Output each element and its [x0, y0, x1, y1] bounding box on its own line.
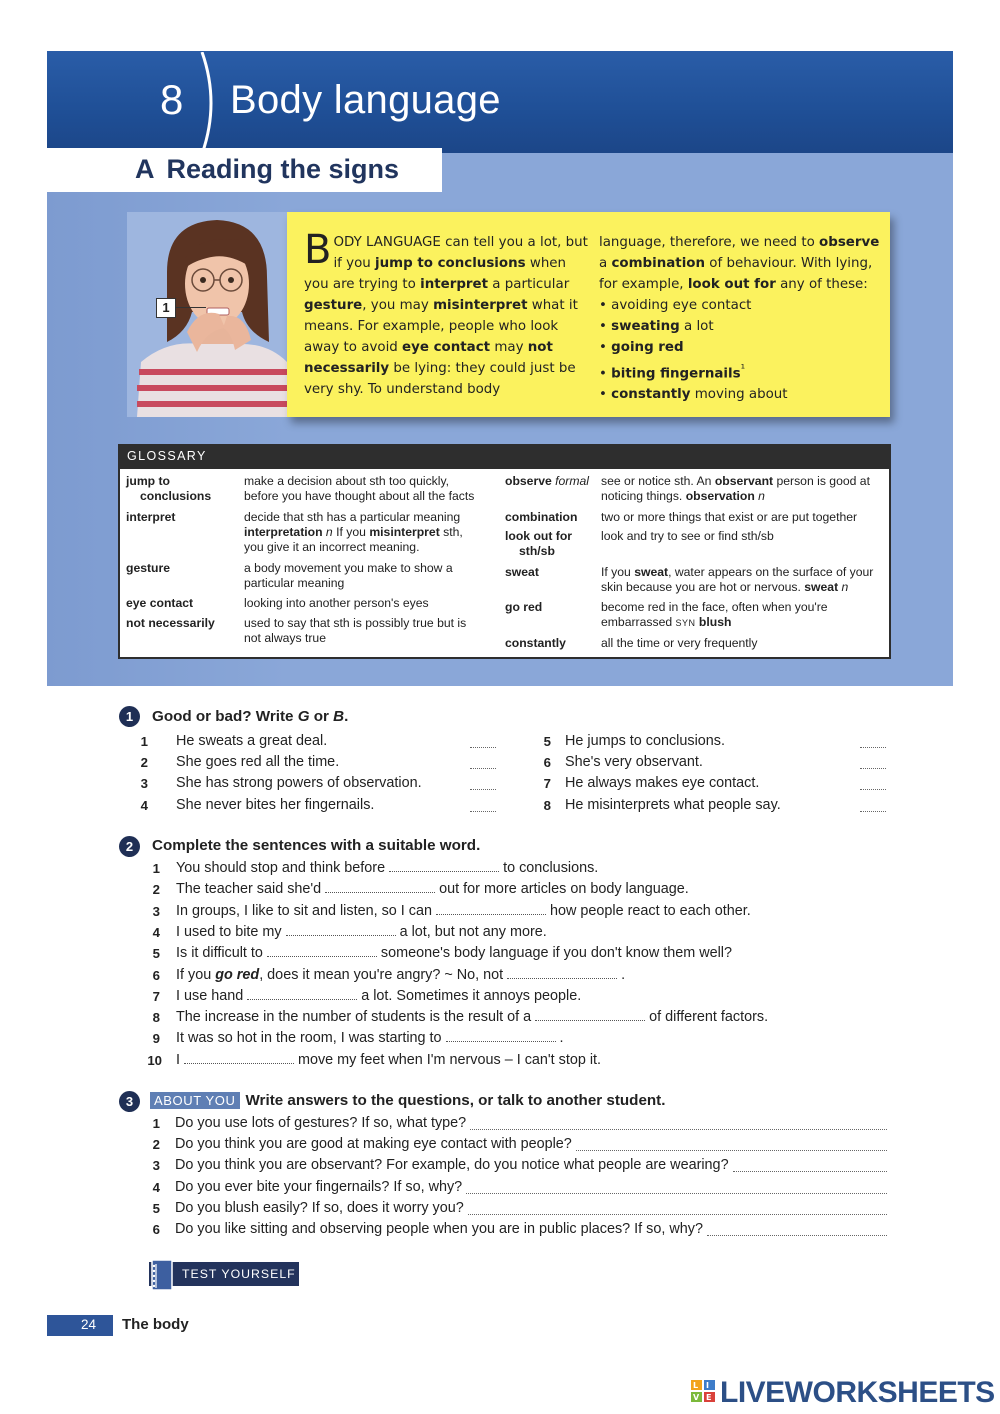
- exercise-3-question: Do you use lots of gestures? If so, what type?: [175, 1115, 467, 1131]
- text-run: n: [754, 489, 765, 503]
- logo-letter-i: I: [706, 1381, 709, 1390]
- text-run: constantly: [611, 387, 691, 403]
- behaviour-list-item: [599, 316, 884, 337]
- woman-photo: [127, 212, 289, 417]
- text-run: going red: [611, 340, 684, 355]
- exercise-2-sentence: [176, 988, 581, 1004]
- logo-letter-e: E: [706, 1393, 712, 1402]
- sentence-start: Is it difficult to: [176, 945, 267, 962]
- section-title: [135, 154, 399, 185]
- item-number: 5: [152, 946, 160, 962]
- sentence-end: to conclusions.: [499, 860, 599, 876]
- exercise-2-sentence: [176, 967, 625, 983]
- item-number: 7: [543, 776, 551, 791]
- exercise-2-number: 2: [119, 836, 140, 857]
- answer-blank[interactable]: [860, 768, 886, 769]
- item-number: 2: [140, 755, 148, 770]
- text-run: • avoiding eye contact: [599, 298, 752, 313]
- item-number: 5: [543, 734, 551, 749]
- about-you-tag: ABOUT YOU: [150, 1092, 240, 1109]
- exercise-2-sentence: [176, 945, 732, 961]
- answer-blank[interactable]: [470, 789, 496, 790]
- sentence-end: a lot, but not any more.: [395, 923, 547, 940]
- glossary-term: [505, 510, 577, 525]
- answer-blank[interactable]: [470, 811, 496, 812]
- text-run: •: [599, 387, 612, 403]
- glossary-term: [126, 616, 215, 631]
- text-run: moving about: [690, 387, 788, 403]
- text-run: a lot: [679, 319, 714, 334]
- behaviour-list-item: [599, 384, 884, 405]
- logo-letter-v: V: [693, 1393, 700, 1402]
- text-run: sth, you give it an incorrect meaning.: [244, 525, 463, 554]
- behaviour-list-item: [599, 358, 884, 384]
- text-run: make a decision about sth too quickly, before you have thought about all the facts: [244, 474, 475, 503]
- sentence-end: someone's body language if you don't know them well?: [376, 945, 733, 962]
- text-run: sweat: [804, 580, 839, 594]
- exercise-2-sentence: [176, 924, 547, 940]
- exercise-1-statement: He always makes eye contact.: [565, 775, 760, 791]
- exercise-2-sentence: [176, 1052, 601, 1068]
- sentence-start: If you: [176, 966, 216, 983]
- exercise-2-title: Complete the sentences with a suitable word.: [152, 837, 481, 854]
- glossary-term-line: jump to: [126, 474, 171, 488]
- text-run: sweat: [634, 565, 669, 579]
- item-number: 2: [152, 882, 160, 898]
- exercise-3-question: Do you think you are good at making eye contact with people?: [175, 1136, 572, 1153]
- drop-cap: B: [304, 227, 332, 273]
- item-number: 1: [152, 861, 160, 876]
- text-run: •: [599, 366, 612, 382]
- exercise-2-sentence: [176, 903, 751, 919]
- glossary-definition: [244, 616, 466, 646]
- text-run: a particular: [488, 277, 570, 292]
- photo-callout-number: 1: [156, 298, 176, 318]
- item-number: 2: [152, 1137, 160, 1153]
- sentence-end: of different factors.: [645, 1009, 769, 1026]
- answer-blank[interactable]: [389, 860, 499, 872]
- reading-column-1: [304, 227, 592, 400]
- text-run: see or notice sth. An: [601, 474, 715, 488]
- exercise-2-sentence: [176, 1009, 768, 1025]
- item-number: 4: [152, 1179, 160, 1195]
- text-run: If you: [601, 565, 635, 579]
- glossary-term-line: interpret: [126, 510, 176, 524]
- text-run: observation: [685, 489, 755, 503]
- glossary-term: [126, 474, 211, 504]
- sentence-start: The increase in the number of students is the result of a: [176, 1009, 536, 1026]
- item-number: 6: [543, 755, 551, 770]
- glossary-term: [126, 561, 170, 576]
- answer-blank[interactable]: [446, 1030, 556, 1042]
- text-run: , you may: [362, 298, 434, 313]
- footer-section-title: The body: [122, 1316, 189, 1333]
- exercise-1-title-part: Good or bad? Write: [152, 708, 298, 725]
- text-run: interpretation: [244, 525, 323, 539]
- text-run: a: [599, 256, 612, 271]
- item-number: 8: [152, 1010, 160, 1026]
- sentence-end: move my feet when I'm nervous – I can't stop it.: [294, 1051, 602, 1068]
- text-run: person is good at noticing things.: [601, 474, 870, 503]
- sentence-start: I use hand: [176, 987, 248, 1004]
- emphasised-phrase: go red: [215, 966, 260, 983]
- exercise-1-statement: He misinterprets what people say.: [565, 797, 781, 813]
- text-run: n: [838, 580, 849, 594]
- glossary-term: [126, 596, 193, 611]
- text-run: •: [599, 319, 612, 334]
- sentence-end: .: [617, 966, 626, 983]
- liveworksheets-wordmark: LIVEWORKSHEETS: [720, 1376, 995, 1409]
- text-run: observe: [819, 235, 880, 250]
- unit-number: 8: [160, 76, 184, 123]
- item-number: 3: [140, 776, 148, 791]
- logo-letter-l: L: [693, 1381, 699, 1390]
- item-number: 3: [152, 1158, 160, 1174]
- sentence-start: I: [176, 1051, 184, 1068]
- exercise-1-statement: She never bites her fingernails.: [176, 797, 375, 813]
- answer-blank[interactable]: [184, 1052, 294, 1064]
- section-letter: A: [135, 154, 155, 184]
- answer-line[interactable]: [470, 1129, 887, 1130]
- unit-divider-bracket: [196, 52, 226, 154]
- glossary-term-line: combination: [505, 510, 578, 524]
- text-run: be lying: they could just be very shy. To understand body: [304, 361, 576, 397]
- sentence-start: I used to bite my: [176, 923, 286, 940]
- behaviour-list-item: [599, 295, 884, 316]
- sentence-middle: , does it mean you're angry? ~ No, not: [259, 966, 508, 983]
- glossary-term-line: look out for: [505, 529, 573, 543]
- sentence-end: a lot. Sometimes it annoys people.: [357, 987, 582, 1004]
- text-run: n: [322, 525, 333, 539]
- exercise-3-question: Do you ever bite your fingernails? If so, why?: [175, 1178, 463, 1195]
- answer-blank[interactable]: [860, 811, 886, 812]
- exercise-1-statement: He sweats a great deal.: [176, 733, 328, 749]
- exercise-1-statement: She goes red all the time.: [176, 754, 340, 770]
- text-run: misinterpret: [433, 298, 528, 313]
- exercise-1-statement: She has strong powers of observation.: [176, 775, 422, 791]
- exercise-1-title-part: B: [333, 708, 345, 725]
- item-number: 4: [152, 924, 160, 940]
- text-run: decide that sth has a particular meaning: [244, 510, 461, 524]
- sentence-end: .: [555, 1030, 564, 1047]
- item-number: 7: [152, 988, 160, 1004]
- item-number: 5: [152, 1200, 160, 1216]
- reading-column-2-intro: [599, 232, 884, 295]
- item-number: 1: [152, 1116, 160, 1131]
- test-yourself-button[interactable]: TEST YOURSELF: [149, 1262, 299, 1286]
- glossary-term-line: constantly: [505, 636, 566, 650]
- glossary-term-line: not necessarily: [126, 616, 215, 630]
- glossary-definition: [601, 636, 757, 651]
- text-run: not necessarily: [304, 340, 553, 376]
- exercise-3-question: Do you blush easily? If so, does it worry you?: [175, 1199, 464, 1216]
- text-run: gesture: [304, 298, 363, 313]
- glossary-definition: [244, 596, 429, 611]
- item-number: 10: [147, 1052, 162, 1068]
- answer-blank[interactable]: [860, 789, 886, 790]
- text-run: jump to conclusions: [375, 256, 526, 271]
- text-run: •: [599, 340, 612, 355]
- text-run: misinterpret: [369, 525, 440, 539]
- answer-blank[interactable]: [507, 967, 617, 979]
- answer-blank[interactable]: [860, 747, 886, 748]
- item-number: 6: [152, 1222, 160, 1237]
- glossary-definition: [601, 600, 828, 631]
- sentence-start: In groups, I like to sit and listen, so I can: [176, 902, 436, 919]
- answer-blank[interactable]: [325, 881, 435, 893]
- exercise-3-question: Do you think you are observant? For example, do you notice what people are wearing?: [175, 1157, 729, 1174]
- exercise-1-statement: He jumps to conclusions.: [565, 733, 725, 749]
- notebook-icon: [150, 1258, 176, 1292]
- behaviour-list: [599, 295, 884, 405]
- answer-line[interactable]: [707, 1235, 887, 1236]
- glossary-definition: [244, 510, 463, 555]
- glossary-term-line: conclusions: [140, 489, 212, 503]
- exercise-1-statement: She's very observant.: [565, 754, 703, 770]
- exercise-3-question: Do you like sitting and observing people when you are in public places? If so, why?: [175, 1221, 703, 1237]
- glossary-term-line: eye contact: [126, 596, 194, 610]
- glossary-heading: GLOSSARY: [118, 444, 891, 469]
- exercise-1-number: 1: [119, 706, 140, 727]
- reading-column-2: [599, 232, 884, 405]
- glossary-term-line: sweat: [505, 565, 539, 579]
- glossary-term-line: observe formal: [505, 474, 589, 488]
- text-run: two or more things that exist or are put together: [601, 510, 858, 524]
- glossary-term: [505, 636, 566, 651]
- glossary-definition: [244, 561, 453, 591]
- text-run: when you are trying to: [304, 256, 567, 292]
- glossary-definition: [601, 510, 857, 525]
- text-run: eye contact: [402, 340, 491, 355]
- exercise-2-sentence: [176, 860, 598, 876]
- text-run: blush: [698, 615, 732, 629]
- exercise-1-title-part: .: [344, 708, 349, 725]
- item-number: 6: [152, 967, 160, 983]
- answer-line[interactable]: [733, 1171, 887, 1172]
- glossary-definition: [601, 565, 873, 595]
- glossary-term-line: go red: [505, 600, 543, 614]
- text-run: used to say that sth is possibly true but is not always true: [244, 616, 467, 645]
- sentence-end: how people react to each other.: [545, 902, 751, 919]
- text-run: what it means. For example, people who look away to avoid: [304, 298, 578, 355]
- section-heading: Reading the signs: [166, 154, 400, 184]
- exercise-3-instruction: Write answers to the questions, or talk to another student.: [245, 1092, 666, 1109]
- text-run: observant: [714, 474, 774, 488]
- text-run: biting fingernails: [611, 366, 741, 382]
- text-run: sweating: [611, 319, 680, 334]
- callout-leader-line: [176, 307, 206, 308]
- answer-line[interactable]: [468, 1214, 887, 1215]
- text-run: become red in the face, often when you're embarrassed: [601, 600, 828, 629]
- sentence-end: out for more articles on body language.: [435, 881, 689, 898]
- glossary-term-line: sth/sb: [519, 544, 555, 558]
- answer-line[interactable]: [576, 1150, 887, 1151]
- item-number: 3: [152, 903, 160, 919]
- answer-line[interactable]: [466, 1193, 887, 1194]
- text-run: language, therefore, we need to: [599, 235, 820, 250]
- item-number: 1: [140, 734, 148, 749]
- text-run: combination: [611, 256, 706, 271]
- glossary-register-label: formal: [551, 474, 589, 488]
- text-run: looking into another person's eyes: [244, 596, 429, 610]
- item-number: 8: [543, 798, 551, 813]
- item-number: 4: [140, 798, 148, 813]
- text-run: all the time or very frequently: [601, 636, 758, 650]
- liveworksheets-logo-icon: [689, 1376, 719, 1404]
- glossary-definition: [244, 474, 474, 504]
- behaviour-list-item: [599, 337, 884, 358]
- answer-blank[interactable]: [470, 747, 496, 748]
- text-run: look out for: [687, 277, 776, 292]
- answer-blank[interactable]: [436, 903, 546, 915]
- answer-blank[interactable]: [267, 945, 377, 957]
- exercise-3-number: 3: [119, 1091, 140, 1112]
- text-run: ODY LANGUAGE can tell you a lot, but if you: [333, 235, 588, 271]
- glossary-term: [505, 600, 542, 615]
- text-run: a body movement you make to show a particular meaning: [244, 561, 453, 590]
- exercise-3-title: [150, 1092, 665, 1109]
- sentence-start: You should stop and think before: [176, 860, 390, 876]
- glossary-term: [505, 565, 539, 580]
- text-run: ¹: [740, 362, 746, 375]
- glossary-definition: [601, 474, 870, 504]
- exercise-1-title-part: or: [309, 708, 334, 725]
- text-run: interpret: [420, 277, 489, 292]
- answer-blank[interactable]: [535, 1009, 645, 1021]
- text-run: may: [490, 340, 528, 355]
- glossary-term: [126, 510, 175, 525]
- glossary-term: [505, 529, 572, 559]
- item-number: 9: [152, 1031, 160, 1047]
- text-run: SYN: [675, 618, 696, 628]
- glossary-definition: [601, 529, 774, 544]
- exercise-2-sentence: [176, 881, 689, 897]
- answer-blank[interactable]: [286, 924, 396, 936]
- glossary-term-line: gesture: [126, 561, 171, 575]
- answer-blank[interactable]: [470, 768, 496, 769]
- exercise-1-title: [152, 708, 348, 725]
- text-run: of behaviour. With lying, for example,: [599, 256, 873, 292]
- glossary-term: [505, 474, 589, 489]
- text-run: any of these:: [775, 277, 868, 292]
- exercise-2-sentence: [176, 1030, 564, 1046]
- sentence-start: The teacher said she'd: [176, 881, 326, 898]
- unit-title: Body language: [230, 78, 501, 122]
- text-run: look and try to see or find sth/sb: [601, 529, 774, 543]
- page-number: 24: [47, 1315, 113, 1336]
- text-run: If you: [332, 525, 370, 539]
- sentence-start: It was so hot in the room, I was starting to: [176, 1030, 446, 1047]
- answer-blank[interactable]: [247, 988, 357, 1000]
- text-run: , water appears on the surface of your skin because you are hot or nervous.: [601, 565, 874, 594]
- exercise-1-title-part: G: [297, 708, 310, 725]
